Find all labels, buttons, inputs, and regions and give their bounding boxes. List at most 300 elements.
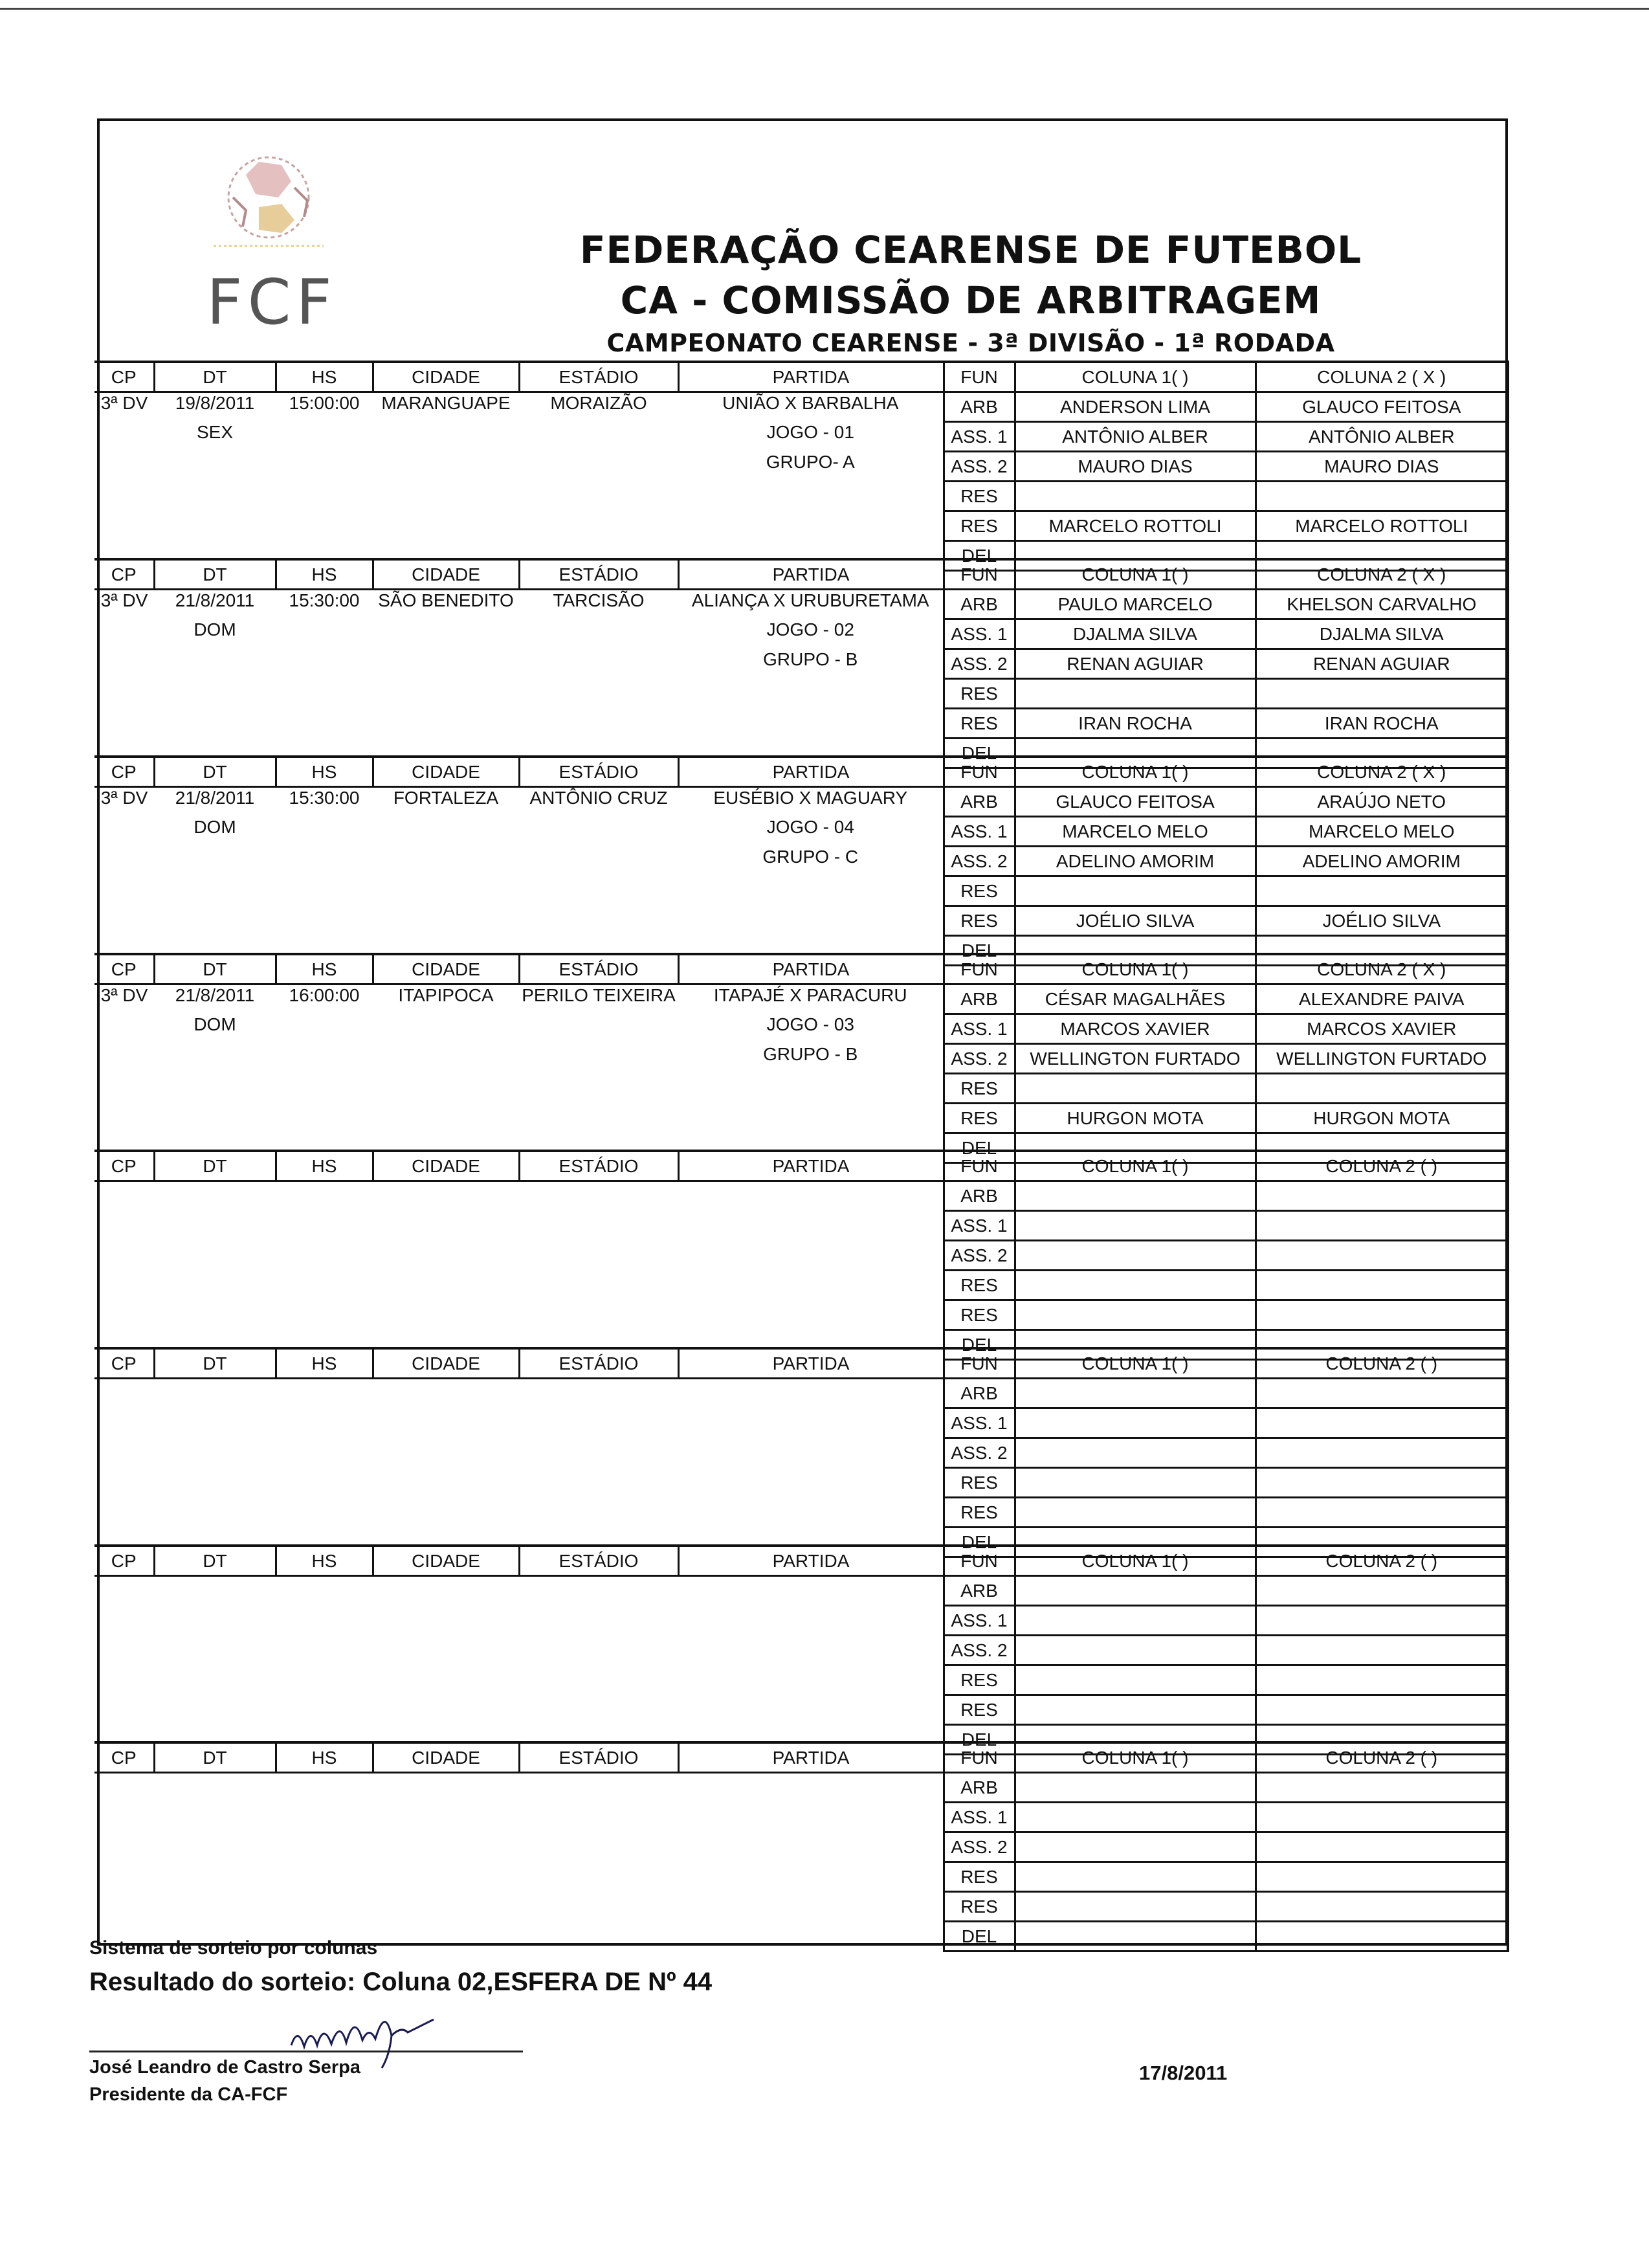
function-row (94, 1862, 1508, 1892)
match-day (154, 1211, 276, 1241)
coluna-2-referee: JOÉLIO SILVA (1256, 906, 1508, 936)
match-estadio (519, 1773, 678, 1803)
coluna-1-referee: WELLINGTON FURTADO (1015, 1044, 1256, 1074)
match-cidade: ITAPIPOCA (398, 985, 494, 1005)
function-row (94, 709, 1508, 739)
header-partida: PARTIDA (678, 1546, 944, 1576)
empty-cell (276, 1408, 373, 1438)
match-jogo: JOGO - 02 (766, 619, 854, 639)
empty-cell (373, 876, 519, 906)
empty-cell (678, 1665, 944, 1695)
header-estadio: ESTÁDIO (519, 757, 678, 787)
empty-cell (373, 1636, 519, 1665)
header-hs: HS (276, 1151, 373, 1181)
match-cidade: SÃO BENEDITO (378, 590, 514, 610)
header-cp: CP (94, 954, 154, 984)
function-row (94, 1271, 1508, 1300)
match-dt: 21/8/2011 (175, 788, 255, 808)
empty-cell (154, 511, 276, 541)
function-row (94, 1803, 1508, 1832)
empty-cell (154, 1498, 276, 1528)
empty-cell (519, 422, 678, 452)
match-table (94, 1741, 1509, 1952)
coluna-1-referee (1015, 1300, 1256, 1330)
header-partida: PARTIDA (678, 1742, 944, 1773)
header-row (94, 954, 1508, 984)
empty-cell (94, 1014, 154, 1044)
match-cp: 3ª DV (100, 590, 148, 610)
header-fun: FUN (944, 362, 1015, 392)
coluna-1-referee: ANTÔNIO ALBER (1015, 422, 1256, 452)
empty-cell (276, 452, 373, 482)
function-row (94, 1211, 1508, 1241)
function-label: ASS. 1 (944, 619, 1015, 649)
header-cidade: CIDADE (373, 1348, 519, 1379)
empty-cell (276, 1803, 373, 1832)
match-hs (276, 1576, 373, 1606)
empty-cell (519, 1922, 678, 1951)
match-estadio (519, 1576, 678, 1606)
coluna-2-referee: ARAÚJO NETO (1256, 787, 1508, 817)
function-label: DEL (944, 1330, 1015, 1360)
function-row (94, 1606, 1508, 1636)
header-estadio: ESTÁDIO (519, 559, 678, 590)
coluna-1-referee: MAURO DIAS (1015, 452, 1256, 482)
empty-cell (154, 709, 276, 739)
empty-cell (373, 1300, 519, 1330)
fcf-logo (162, 136, 375, 350)
function-label: RES (944, 1498, 1015, 1528)
empty-cell (94, 1832, 154, 1862)
match-partida: EUSÉBIO X MAGUARY (713, 788, 908, 808)
empty-cell (94, 649, 154, 679)
function-label: DEL (944, 936, 1015, 966)
function-row (94, 1408, 1508, 1438)
match-cidade (373, 1181, 519, 1211)
header-row (94, 1742, 1508, 1773)
match-grupo (678, 1636, 944, 1665)
empty-cell (276, 1438, 373, 1468)
header-fun: FUN (944, 559, 1015, 590)
function-row (94, 787, 1508, 817)
empty-cell (373, 619, 519, 649)
function-row (94, 1665, 1508, 1695)
function-label: ASS. 2 (944, 1636, 1015, 1665)
function-label: RES (944, 1271, 1015, 1300)
header-dt: DT (154, 1546, 276, 1576)
empty-cell (154, 1695, 276, 1725)
header-partida: PARTIDA (678, 954, 944, 984)
coluna-1-referee (1015, 1606, 1256, 1636)
coluna-2-referee (1256, 1862, 1508, 1892)
empty-cell (373, 1271, 519, 1300)
empty-cell (519, 1074, 678, 1104)
empty-cell (519, 1211, 678, 1241)
function-label: RES (944, 1862, 1015, 1892)
empty-cell (373, 1211, 519, 1241)
empty-cell (154, 876, 276, 906)
empty-cell (678, 876, 944, 906)
coluna-1-referee (1015, 1862, 1256, 1892)
signer-name: José Leandro de Castro Serpa (89, 2057, 361, 2078)
empty-cell (94, 1636, 154, 1665)
match-cidade (373, 1379, 519, 1408)
match-dt: 21/8/2011 (175, 985, 255, 1005)
header-dt: DT (154, 757, 276, 787)
coluna-2-referee: WELLINGTON FURTADO (1256, 1044, 1508, 1074)
empty-cell (373, 1695, 519, 1725)
match-partida: ALIANÇA X URUBURETAMA (691, 590, 929, 610)
match-block (94, 755, 1508, 966)
header-coluna-2: COLUNA 2 ( X ) (1256, 757, 1508, 787)
match-jogo: JOGO - 03 (766, 1014, 854, 1034)
header-estadio: ESTÁDIO (519, 1151, 678, 1181)
match-jogo (678, 1211, 944, 1241)
header-cidade: CIDADE (373, 559, 519, 590)
empty-cell (519, 482, 678, 511)
match-hs (276, 1181, 373, 1211)
coluna-2-referee: ANTÔNIO ALBER (1256, 422, 1508, 452)
header-dt: DT (154, 1742, 276, 1773)
empty-cell (519, 1695, 678, 1725)
function-label: RES (944, 1468, 1015, 1498)
coluna-1-referee (1015, 1241, 1256, 1271)
function-label: ASS. 2 (944, 1241, 1015, 1271)
header-partida: PARTIDA (678, 1348, 944, 1379)
coluna-1-referee: MARCELO ROTTOLI (1015, 511, 1256, 541)
empty-cell (373, 511, 519, 541)
match-table (94, 361, 1509, 572)
function-label: ASS. 2 (944, 1044, 1015, 1074)
empty-cell (678, 1104, 944, 1133)
function-label: ASS. 1 (944, 1408, 1015, 1438)
header-dt: DT (154, 559, 276, 590)
empty-cell (276, 1665, 373, 1695)
empty-cell (373, 1862, 519, 1892)
coluna-1-referee (1015, 876, 1256, 906)
empty-cell (519, 679, 678, 709)
header-cidade: CIDADE (373, 362, 519, 392)
empty-cell (373, 1014, 519, 1044)
empty-cell (154, 1665, 276, 1695)
header-estadio: ESTÁDIO (519, 1546, 678, 1576)
header-hs: HS (276, 1546, 373, 1576)
match-cp (94, 1773, 154, 1803)
empty-cell (276, 1271, 373, 1300)
function-label: ASS. 1 (944, 817, 1015, 847)
header-fun: FUN (944, 1151, 1015, 1181)
function-label: RES (944, 1892, 1015, 1922)
coluna-2-referee: IRAN ROCHA (1256, 709, 1508, 739)
function-label: ARB (944, 392, 1015, 422)
match-hs: 15:30:00 (289, 590, 360, 610)
coluna-2-referee: MARCOS XAVIER (1256, 1014, 1508, 1044)
function-row (94, 1773, 1508, 1803)
empty-cell (678, 1300, 944, 1330)
coluna-2-referee: HURGON MOTA (1256, 1104, 1508, 1133)
empty-cell (276, 1074, 373, 1104)
match-estadio: MORAIZÃO (550, 393, 647, 413)
function-row (94, 1695, 1508, 1725)
empty-cell (373, 422, 519, 452)
header-coluna-2: COLUNA 2 ( X ) (1256, 362, 1508, 392)
function-row (94, 1074, 1508, 1104)
header-coluna-2: COLUNA 2 ( ) (1256, 1742, 1508, 1773)
coluna-1-referee (1015, 1211, 1256, 1241)
function-label: ASS. 1 (944, 422, 1015, 452)
coluna-1-referee: MARCOS XAVIER (1015, 1014, 1256, 1044)
match-estadio: PERILO TEIXEIRA (522, 985, 676, 1005)
function-row (94, 1181, 1508, 1211)
function-row (94, 1636, 1508, 1665)
empty-cell (373, 1803, 519, 1832)
header-estadio: ESTÁDIO (519, 362, 678, 392)
match-cp (94, 1181, 154, 1211)
coluna-2-referee (1256, 1379, 1508, 1408)
title-commission: CA - COMISSÃO DE ARBITRAGEM (620, 278, 1322, 322)
match-estadio (519, 1379, 678, 1408)
empty-cell (276, 482, 373, 511)
empty-cell (154, 679, 276, 709)
empty-cell (94, 1606, 154, 1636)
empty-cell (94, 1044, 154, 1074)
empty-cell (519, 1104, 678, 1133)
header-fun: FUN (944, 1546, 1015, 1576)
empty-cell (276, 619, 373, 649)
coluna-2-referee (1256, 1181, 1508, 1211)
header-coluna-2: COLUNA 2 ( X ) (1256, 559, 1508, 590)
empty-cell (678, 709, 944, 739)
match-table (94, 1544, 1509, 1755)
coluna-2-referee (1256, 482, 1508, 511)
match-grupo: GRUPO - C (762, 846, 859, 867)
header-coluna-1: COLUNA 1( ) (1015, 559, 1256, 590)
coluna-2-referee (1256, 1803, 1508, 1832)
match-day: DOM (194, 619, 236, 639)
function-label: ASS. 1 (944, 1211, 1015, 1241)
coluna-1-referee (1015, 679, 1256, 709)
match-block (94, 1347, 1508, 1558)
header-cp: CP (94, 757, 154, 787)
empty-cell (276, 1862, 373, 1892)
coluna-1-referee (1015, 1271, 1256, 1300)
function-row (94, 649, 1508, 679)
coluna-1-referee (1015, 482, 1256, 511)
empty-cell (678, 1074, 944, 1104)
empty-cell (678, 906, 944, 936)
empty-cell (519, 1892, 678, 1922)
match-partida: UNIÃO X BARBALHA (722, 393, 899, 413)
function-label: ARB (944, 984, 1015, 1014)
match-day: SEX (196, 421, 234, 442)
empty-cell (94, 1665, 154, 1695)
header-partida: PARTIDA (678, 559, 944, 590)
coluna-2-referee (1256, 1892, 1508, 1922)
empty-cell (519, 1862, 678, 1892)
empty-cell (94, 1862, 154, 1892)
function-row (94, 847, 1508, 876)
function-label: ASS. 1 (944, 1803, 1015, 1832)
match-day: DOM (194, 816, 236, 837)
match-jogo (678, 1803, 944, 1832)
empty-cell (94, 1408, 154, 1438)
empty-cell (94, 482, 154, 511)
empty-cell (678, 1922, 944, 1951)
header-coluna-1: COLUNA 1( ) (1015, 757, 1256, 787)
function-row (94, 392, 1508, 422)
function-label: RES (944, 709, 1015, 739)
match-grupo: GRUPO - B (763, 649, 858, 669)
empty-cell (373, 906, 519, 936)
header-fun: FUN (944, 757, 1015, 787)
empty-cell (373, 817, 519, 847)
empty-cell (373, 847, 519, 876)
match-block (94, 1544, 1508, 1755)
empty-cell (276, 1695, 373, 1725)
ball-icon (214, 157, 324, 246)
match-grupo: GRUPO - B (763, 1043, 858, 1064)
match-table (94, 953, 1509, 1164)
empty-cell (154, 1271, 276, 1300)
empty-cell (373, 1074, 519, 1104)
coluna-1-referee (1015, 1576, 1256, 1606)
empty-cell (276, 1636, 373, 1665)
function-row (94, 1241, 1508, 1271)
function-row (94, 1576, 1508, 1606)
header-dt: DT (154, 1348, 276, 1379)
coluna-2-referee (1256, 1922, 1508, 1951)
coluna-2-referee (1256, 1300, 1508, 1330)
coluna-1-referee (1015, 1181, 1256, 1211)
match-partida (678, 1773, 944, 1803)
header-row (94, 1151, 1508, 1181)
match-block (94, 361, 1508, 572)
function-row (94, 679, 1508, 709)
match-cidade (373, 1773, 519, 1803)
empty-cell (519, 452, 678, 482)
empty-cell (154, 482, 276, 511)
function-label: ASS. 2 (944, 452, 1015, 482)
function-row (94, 452, 1508, 482)
function-label: DEL (944, 1133, 1015, 1163)
header-cidade: CIDADE (373, 1151, 519, 1181)
empty-cell (94, 1074, 154, 1104)
coluna-1-referee (1015, 1636, 1256, 1665)
match-grupo: GRUPO- A (766, 451, 855, 472)
empty-cell (94, 619, 154, 649)
empty-cell (519, 1271, 678, 1300)
empty-cell (519, 1241, 678, 1271)
function-row (94, 1104, 1508, 1133)
coluna-2-referee (1256, 1606, 1508, 1636)
function-label: ASS. 2 (944, 1438, 1015, 1468)
function-row (94, 817, 1508, 847)
match-dt (154, 1181, 276, 1211)
match-table (94, 1347, 1509, 1558)
coluna-2-referee: GLAUCO FEITOSA (1256, 392, 1508, 422)
match-jogo: JOGO - 04 (766, 816, 854, 837)
header-hs: HS (276, 757, 373, 787)
empty-cell (373, 679, 519, 709)
match-jogo (678, 1408, 944, 1438)
empty-cell (94, 679, 154, 709)
header-hs: HS (276, 559, 373, 590)
function-label: RES (944, 906, 1015, 936)
empty-cell (154, 1832, 276, 1862)
header-hs: HS (276, 1742, 373, 1773)
draw-result: Resultado do sorteio: Coluna 02,ESFERA DE Nº 44 (89, 1968, 713, 1996)
header-estadio: ESTÁDIO (519, 1348, 678, 1379)
empty-cell (519, 1606, 678, 1636)
header-row (94, 1348, 1508, 1379)
top-scan-line (0, 8, 1649, 10)
match-grupo (678, 1438, 944, 1468)
function-label: ASS. 2 (944, 1832, 1015, 1862)
empty-cell (276, 1498, 373, 1528)
match-block (94, 558, 1508, 769)
function-label: RES (944, 482, 1015, 511)
empty-cell (373, 649, 519, 679)
empty-cell (519, 1014, 678, 1044)
coluna-2-referee (1256, 1832, 1508, 1862)
function-label: ASS. 1 (944, 1606, 1015, 1636)
empty-cell (678, 511, 944, 541)
match-cidade (373, 1576, 519, 1606)
header-fun: FUN (944, 1348, 1015, 1379)
empty-cell (154, 1104, 276, 1133)
match-hs: 15:00:00 (289, 393, 360, 413)
match-jogo (678, 1606, 944, 1636)
coluna-1-referee (1015, 1665, 1256, 1695)
empty-cell (94, 876, 154, 906)
function-label: RES (944, 1695, 1015, 1725)
empty-cell (154, 1300, 276, 1330)
coluna-1-referee (1015, 1379, 1256, 1408)
empty-cell (94, 1241, 154, 1271)
function-row (94, 1468, 1508, 1498)
empty-cell (678, 482, 944, 511)
empty-cell (94, 1892, 154, 1922)
empty-cell (373, 1665, 519, 1695)
empty-cell (154, 649, 276, 679)
coluna-2-referee: DJALMA SILVA (1256, 619, 1508, 649)
coluna-1-referee: ADELINO AMORIM (1015, 847, 1256, 876)
match-dt (154, 1773, 276, 1803)
empty-cell (154, 847, 276, 876)
function-label: ASS. 1 (944, 1014, 1015, 1044)
function-label: ARB (944, 787, 1015, 817)
coluna-1-referee: RENAN AGUIAR (1015, 649, 1256, 679)
header-row (94, 559, 1508, 590)
function-label: ARB (944, 1576, 1015, 1606)
header-dt: DT (154, 954, 276, 984)
coluna-2-referee (1256, 1498, 1508, 1528)
coluna-2-referee (1256, 1636, 1508, 1665)
coluna-1-referee (1015, 1695, 1256, 1725)
empty-cell (276, 1892, 373, 1922)
match-hs: 15:30:00 (289, 788, 360, 808)
coluna-2-referee (1256, 679, 1508, 709)
coluna-1-referee (1015, 1922, 1256, 1951)
match-day (154, 1408, 276, 1438)
header-cp: CP (94, 1546, 154, 1576)
header-partida: PARTIDA (678, 1151, 944, 1181)
header-coluna-2: COLUNA 2 ( ) (1256, 1546, 1508, 1576)
empty-cell (94, 1300, 154, 1330)
header-row (94, 362, 1508, 392)
empty-cell (373, 1438, 519, 1468)
header-coluna-1: COLUNA 1( ) (1015, 954, 1256, 984)
